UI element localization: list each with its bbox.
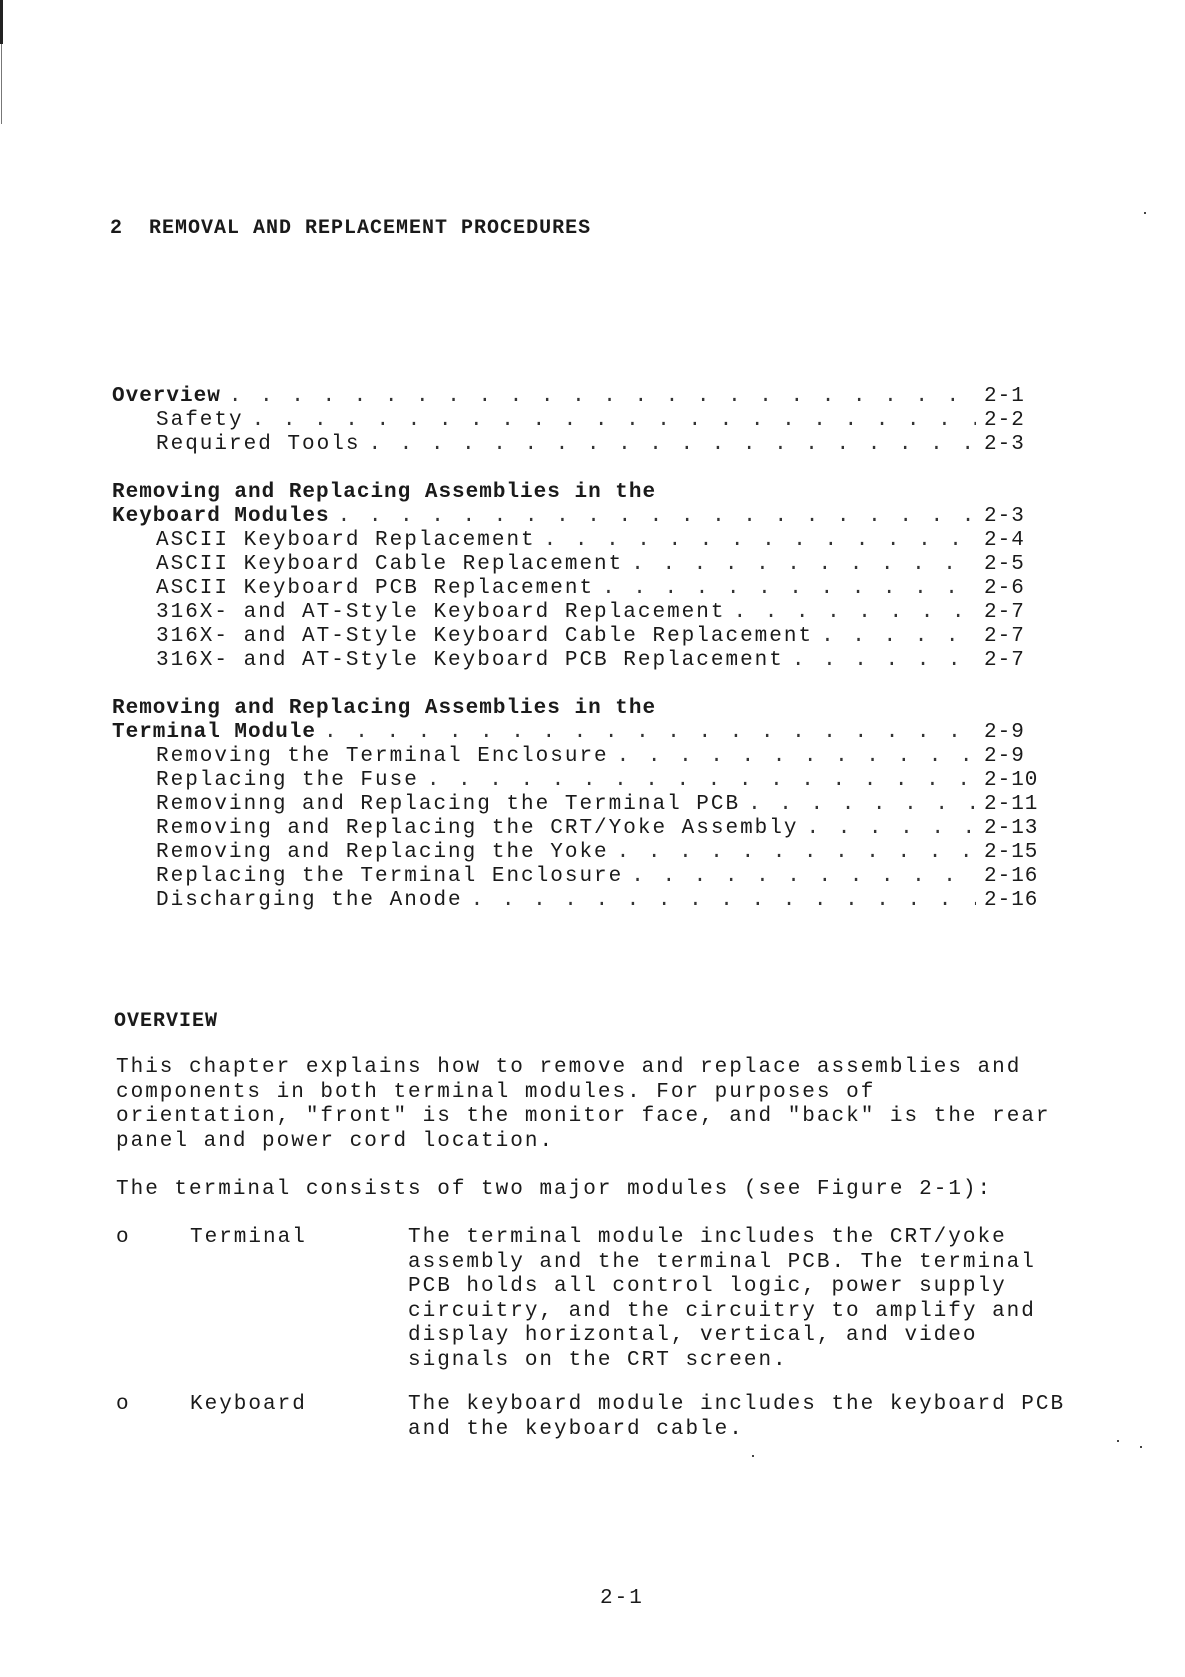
toc-dot-leader [338,505,976,529]
toc-entry [112,841,1042,865]
toc-entry-title: Replacing the Fuse [156,769,419,792]
scan-speck [1117,1440,1119,1442]
toc-dot-leader [229,385,976,409]
scan-speck [752,1455,754,1457]
toc-entry-title: Replacing the Terminal Enclosure [156,865,624,888]
toc-dot-leader [821,625,976,649]
toc-entry-title: Overview [112,385,221,408]
toc-entry [112,433,1042,457]
toc-entry-title: Removing and Replacing the Yoke [156,841,609,864]
scan-edge-mark [1,44,2,124]
bullet-marker: o [116,1226,131,1249]
toc-dot-leader [427,769,976,793]
toc-entry [112,409,1042,433]
module-description: The keyboard module includes the keyboard PCB and the keyboard cable. [408,1393,1066,1441]
toc-entry [112,553,1042,577]
toc-page-number: 2-6 [984,577,1025,600]
toc-page-number: 2-7 [984,601,1025,624]
module-list-item [116,1393,1116,1442]
toc-dot-leader [617,745,976,769]
toc-dot-leader [617,841,976,865]
page-number: 2-1 [600,1587,644,1610]
toc-page-number: 2-16 [984,865,1039,888]
toc-entry [112,889,1042,913]
overview-heading: OVERVIEW [114,1010,219,1033]
toc-page-number: 2-2 [984,409,1025,432]
toc-dot-leader [631,553,976,577]
toc-entry [112,625,1042,649]
toc-entry [112,385,1042,409]
toc-dot-leader [631,865,976,889]
toc-page-number: 2-7 [984,649,1025,672]
toc-entry [112,529,1042,553]
toc-entry [112,481,1042,505]
toc-page-number: 2-4 [984,529,1025,552]
toc-dot-leader [368,433,976,457]
toc-dot-leader [733,601,976,625]
toc-page-number: 2-15 [984,841,1039,864]
toc-page-number: 2-9 [984,745,1025,768]
toc-entry [112,793,1042,817]
module-description: The terminal module includes the CRT/yoke assembly and the terminal PCB. The terminal PCB holds all control logic, power supply circuitry, and the circuitry to amplify and display horizontal, vertical, and video signals on the CRT screen. [408,1226,1036,1372]
toc-page-number: 2-16 [984,889,1039,912]
toc-entry-title: 316X- and AT-Style Keyboard Cable Replacement [156,625,814,648]
toc-entry-title: ASCII Keyboard PCB Replacement [156,577,595,600]
toc-entry [112,697,1042,721]
toc-dot-leader [544,529,976,553]
toc-page-number: 2-13 [984,817,1039,840]
toc-entry-title: Removing the Terminal Enclosure [156,745,609,768]
toc-dot-leader [602,577,976,601]
toc-entry-title: Required Tools [156,433,361,456]
table-of-contents [112,385,1042,913]
toc-spacer [112,457,1042,481]
overview-paragraph: This chapter explains how to remove and replace assemblies and components in both terminal modules. For purposes of orientation, "front" is the monitor face, and "back" is the rear panel and power cord location. [116,1056,1051,1153]
toc-page-number: 2-3 [984,433,1025,456]
toc-entry [112,817,1042,841]
toc-page-number: 2-7 [984,625,1025,648]
toc-entry [112,865,1042,889]
scan-speck [1144,212,1146,214]
toc-entry [112,601,1042,625]
toc-entry-title: ASCII Keyboard Replacement [156,529,536,552]
toc-entry-title: ASCII Keyboard Cable Replacement [156,553,624,576]
chapter-title: 2 REMOVAL AND REPLACEMENT PROCEDURES [110,217,592,240]
toc-dot-leader [252,409,976,433]
toc-spacer [112,673,1042,697]
toc-page-number: 2-11 [984,793,1039,816]
module-name: Keyboard [190,1393,307,1416]
toc-entry-title: Discharging the Anode [156,889,463,912]
toc-entry [112,505,1042,529]
module-list-item [116,1226,1116,1373]
scan-edge-mark [0,0,3,44]
toc-entry-title: Keyboard Modules [112,505,330,528]
toc-dot-leader [471,889,976,913]
toc-entry [112,649,1042,673]
toc-page-number: 2-5 [984,553,1025,576]
toc-dot-leader [792,649,976,673]
toc-page-number: 2-3 [984,505,1025,528]
toc-page-number: 2-9 [984,721,1025,744]
toc-entry-title: Removing and Replacing the CRT/Yoke Assembly [156,817,799,840]
toc-entry-title: 316X- and AT-Style Keyboard PCB Replacement [156,649,784,672]
bullet-marker: o [116,1393,131,1416]
toc-entry-title: 316X- and AT-Style Keyboard Replacement [156,601,726,624]
toc-dot-leader [807,817,977,841]
toc-entry [112,769,1042,793]
toc-page-number: 2-1 [984,385,1025,408]
toc-entry [112,745,1042,769]
toc-entry-title: Safety [156,409,244,432]
module-name: Terminal [190,1226,307,1249]
toc-entry-title: Removing and Replacing Assemblies in the [112,697,657,720]
modules-intro-paragraph: The terminal consists of two major modules (see Figure 2-1): [116,1178,993,1201]
toc-dot-leader [748,793,976,817]
toc-entry-title: Removinng and Replacing the Terminal PCB [156,793,741,816]
toc-entry-title: Terminal Module [112,721,317,744]
toc-entry [112,577,1042,601]
toc-page-number: 2-10 [984,769,1039,792]
toc-dot-leader [324,721,976,745]
scan-speck [1140,1446,1142,1448]
toc-entry [112,721,1042,745]
toc-entry-title: Removing and Replacing Assemblies in the [112,481,657,504]
